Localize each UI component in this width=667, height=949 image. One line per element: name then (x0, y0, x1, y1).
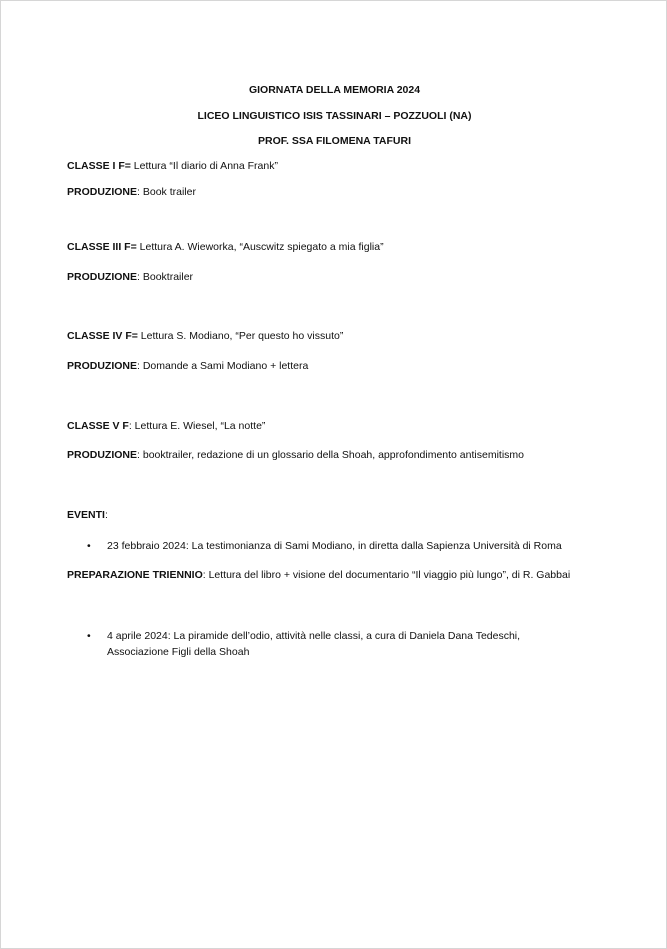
class-5-prod-label: PRODUZIONE (67, 449, 138, 461)
events-label: EVENTI (67, 509, 105, 521)
bullet-icon: • (87, 540, 91, 552)
prep-text: : Lettura del libro + visione del documentario “Il viaggio più lungo”, di R. Gabbai (202, 569, 571, 581)
school-name: LICEO LINGUISTICO ISIS TASSINARI – POZZUOLI (NA) (197, 110, 472, 122)
events-heading (67, 509, 108, 521)
class-1-production (67, 186, 196, 198)
prep-label: PREPARAZIONE TRIENNIO (67, 569, 203, 581)
class-4-prod-label: PRODUZIONE (67, 360, 138, 372)
class-1-reading-text: Lettura “Il diario di Anna Frank” (130, 160, 278, 172)
event-item-1-text: 23 febbraio 2024: La testimonianza di Sami Modiano, in diretta dalla Sapienza Università di Roma (107, 540, 562, 552)
preparation-triennio (67, 569, 570, 581)
class-3-reading (67, 241, 384, 253)
class-3-prod-text: : Booktrailer (137, 271, 194, 283)
class-1-label: CLASSE I F= (67, 160, 131, 172)
class-5-reading-text: : Lettura E. Wiesel, “La notte” (128, 420, 266, 432)
class-1-reading (67, 160, 278, 172)
class-1-prod-label: PRODUZIONE (67, 186, 138, 198)
class-3-prod-label: PRODUZIONE (67, 271, 138, 283)
class-4-reading-text: Lettura S. Modiano, “Per questo ho vissuto” (137, 330, 344, 342)
class-3-reading-text: Lettura A. Wieworka, “Auscwitz spiegato a mia figlia” (136, 241, 384, 253)
event-item-1 (87, 538, 607, 554)
class-4-reading (67, 330, 343, 342)
teacher-name: PROF. SSA FILOMENA TAFURI (257, 135, 412, 147)
event-item-2 (87, 628, 607, 662)
class-4-label: CLASSE IV F= (67, 330, 138, 342)
class-1-prod-text: : Book trailer (137, 186, 196, 198)
bullet-icon: • (87, 630, 91, 642)
class-5-production (67, 449, 524, 461)
document-title: GIORNATA DELLA MEMORIA 2024 (248, 84, 421, 96)
class-5-prod-text: : booktrailer, redazione di un glossario della Shoah, approfondimento antisemitismo (137, 449, 524, 461)
class-3-label: CLASSE III F= (67, 241, 137, 253)
class-4-prod-text: : Domande a Sami Modiano + lettera (137, 360, 309, 372)
event-item-2-text: 4 aprile 2024: La piramide dell’odio, attività nelle classi, a cura di Daniela Dana Tedeschi, Associazione Figli della Shoah (107, 630, 521, 658)
events-label-suffix: : (104, 509, 108, 521)
class-5-label: CLASSE V F (67, 420, 129, 432)
class-5-reading (67, 420, 265, 432)
class-4-production (67, 360, 308, 372)
class-3-production (67, 271, 193, 283)
